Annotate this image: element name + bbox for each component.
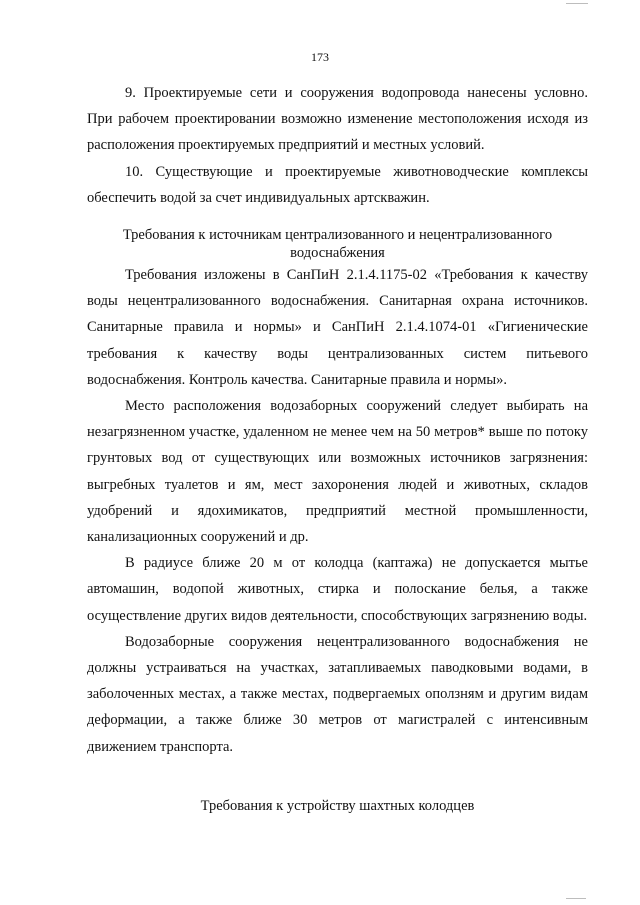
intro-text-block (87, 80, 588, 211)
paragraph-item-9: 9. Проектируемые сети и сооружения водопровода нанесены условно. При рабочем проектировании возможно изменение местоположения исходя из расположения проектируемых предприятий и местных условий. (87, 85, 588, 154)
section-heading-wells: Требования к устройству шахтных колодцев (200, 798, 475, 814)
page-number: 173 (311, 50, 329, 64)
scan-mark-bottom (566, 898, 586, 899)
paragraph-location: Место расположения водозаборных сооружений следует выбирать на незагрязненном участке, удаленном не менее чем на 50 метров* выше по потоку грунтовых вод от существующих или возможных источников загрязнения: выгребных туалетов и ям, мест захоронения людей и животных, складов удобрений и ядохимикатов, предприятий местной промышленности, канализационных сооружений и др. (87, 398, 588, 546)
paragraph-floodplain: Водозаборные сооружения нецентрализованного водоснабжения не должны устраиваться на участках, затапливаемых паводковыми водами, в заболоченных местах, а также местах, подвергаемых оползням и другим видам деформации, а также ближе 30 метров от магистралей с интенсивным движением транспорта. (87, 633, 588, 755)
sources-text-block (87, 262, 588, 760)
paragraph-radius: В радиусе ближе 20 м от колодца (каптажа) не допускается мытье автомашин, водопой животных, стирка и полоскание белья, а также осуществление других видов деятельности, способствующих загрязнению воды. (87, 555, 588, 624)
scan-mark (566, 3, 588, 4)
section-heading-sources: Требования к источникам централизованного и нецентрализованного водоснабжения (122, 227, 553, 261)
paragraph-requirements: Требования изложены в СанПиН 2.1.4.1175-02 «Требования к качеству воды нецентрализованного водоснабжения. Санитарная охрана источников. Санитарные правила и нормы» и СанПиН 2.1.4.1074-01 «Гигиенические требования к качеству воды централизованных систем питьевого водоснабжения. Контроль качества. Санитарные правила и нормы». (87, 267, 588, 388)
paragraph-item-10: 10. Существующие и проектируемые животноводческие комплексы обеспечить водой за счет индивидуальных артскважин. (87, 163, 588, 206)
